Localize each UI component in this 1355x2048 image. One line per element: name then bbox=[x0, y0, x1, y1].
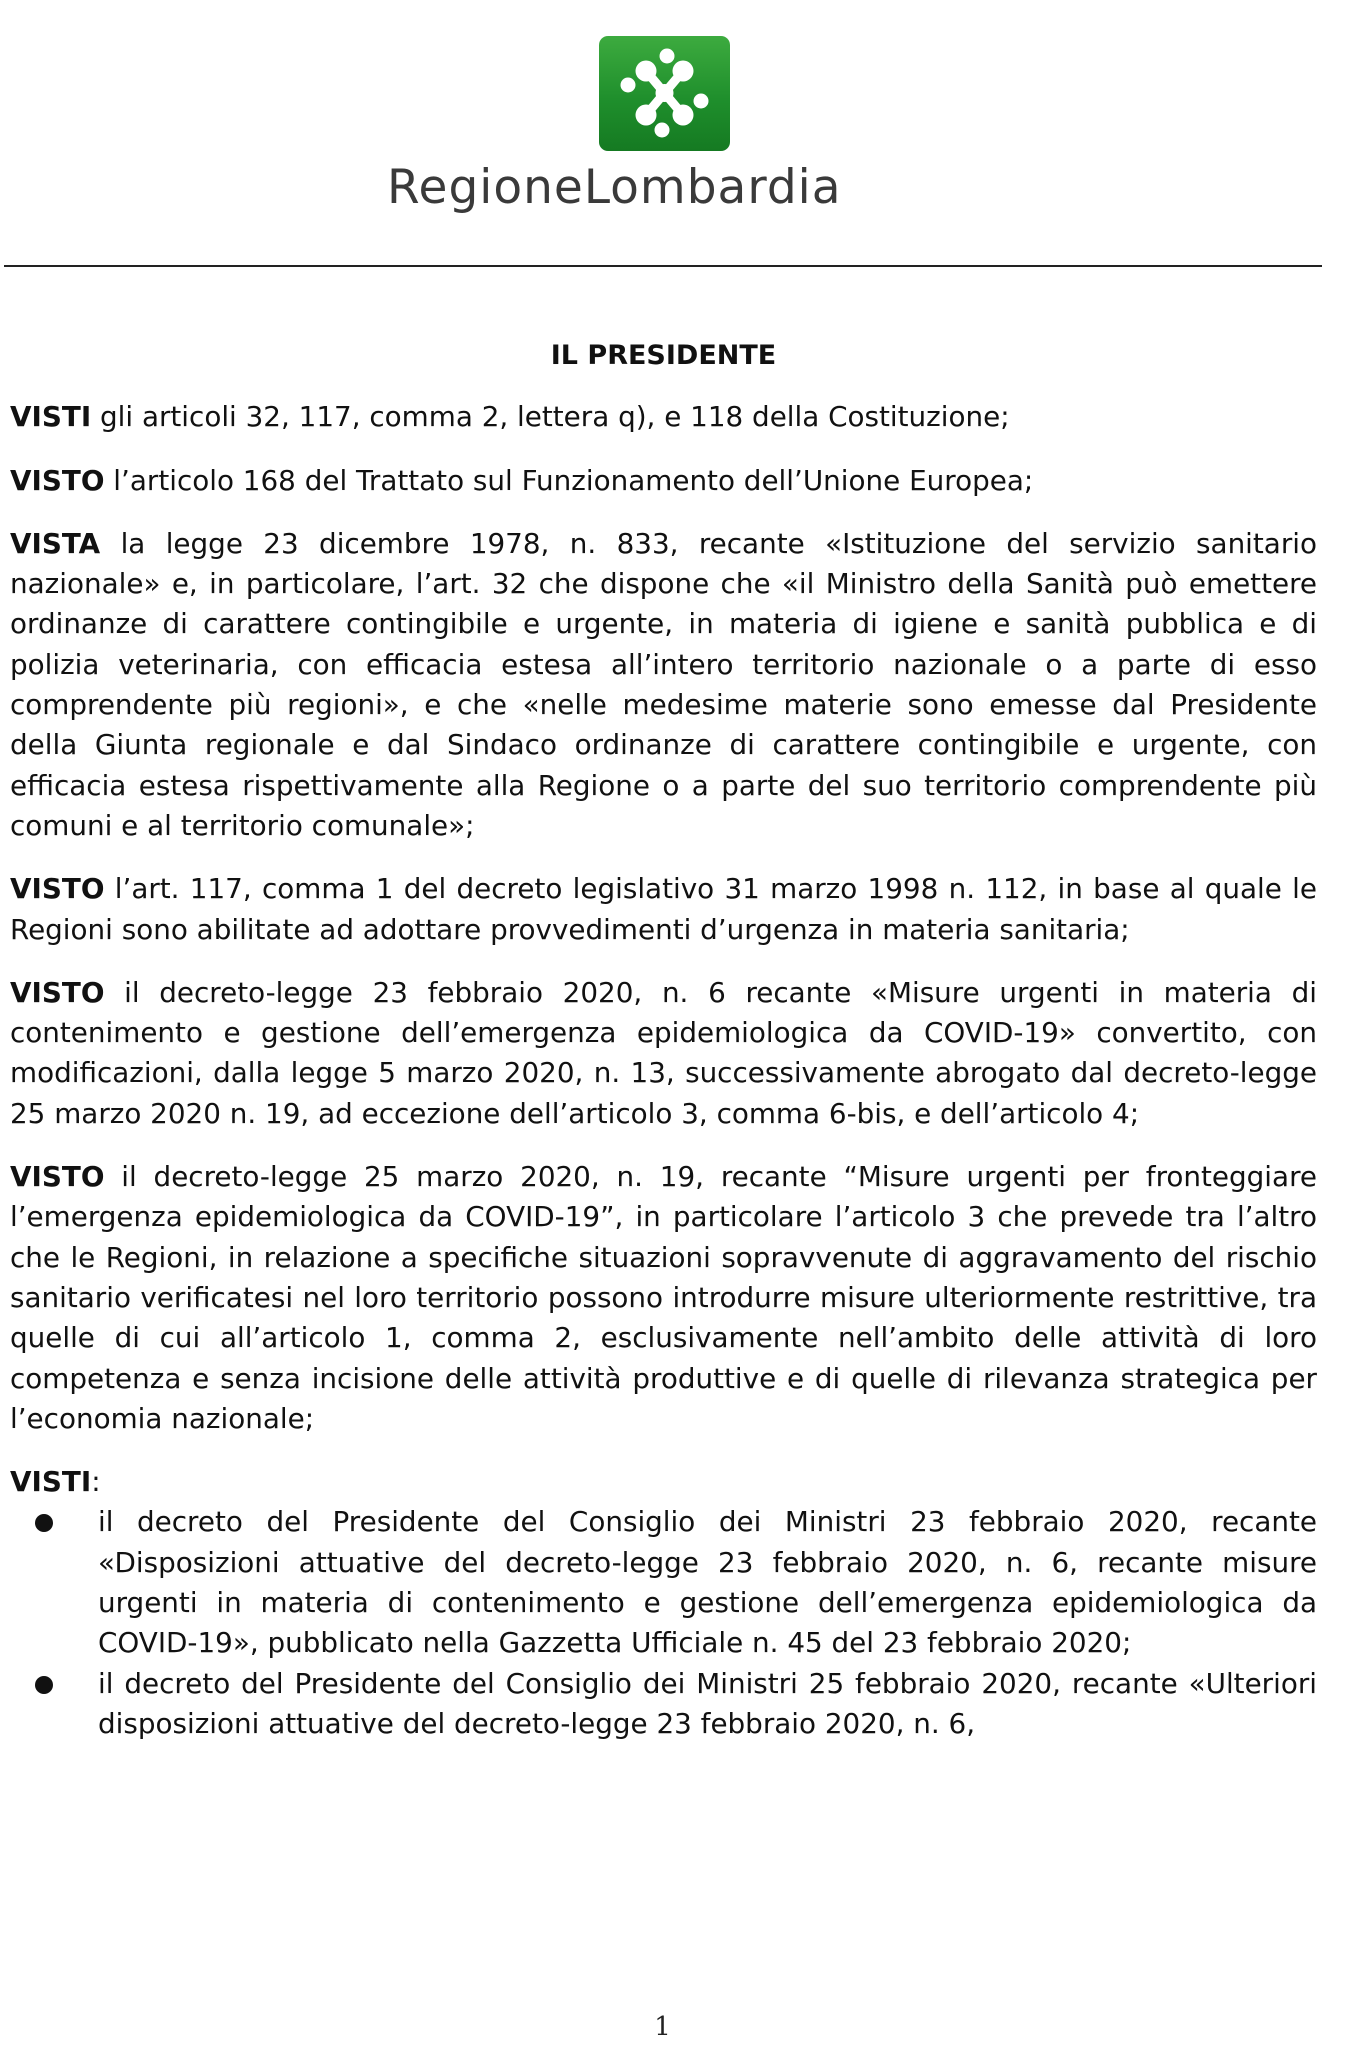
paragraph-visto-dlgs-112 bbox=[10, 869, 1317, 950]
decree-list bbox=[10, 1502, 1317, 1744]
paragraph-visti-costituzione bbox=[10, 397, 1317, 437]
paragraph-text: l’articolo 168 del Trattato sul Funzionamento dell’Unione Europea; bbox=[104, 463, 1034, 497]
list-item bbox=[10, 1502, 1317, 1663]
header-divider bbox=[4, 265, 1322, 267]
document-body bbox=[10, 336, 1317, 1744]
paragraph-text: il decreto-legge 23 febbraio 2020, n. 6 recante «Misure urgenti in materia di contenimento e gestione dell’emergenza epidemiologica da COVID-19» convertito, con modificazioni, dalla legge 5 marzo 2020, n. 13, successivamente abrogato dal decreto-legge 25 marzo 2020 n. 19, ad eccezione dell’articolo 3, comma 6-bis, e dell’articolo 4; bbox=[10, 975, 1317, 1130]
list-heading-visti bbox=[10, 1462, 1317, 1502]
rosa-camuna-icon bbox=[599, 36, 730, 151]
paragraph-text: l’art. 117, comma 1 del decreto legislativo 31 marzo 1998 n. 112, in base al quale le Regioni sono abilitate ad adottare provvedimenti d’urgenza in materia sanitaria; bbox=[10, 872, 1317, 946]
page-number: 1 bbox=[654, 2012, 671, 2042]
paragraph-visto-dl-19 bbox=[10, 1157, 1317, 1439]
paragraph-keyword: VISTO bbox=[10, 975, 105, 1009]
paragraph-keyword: VISTO bbox=[10, 463, 105, 497]
bullet-icon bbox=[35, 1676, 53, 1694]
paragraph-keyword: VISTI bbox=[10, 400, 92, 434]
paragraph-text: : bbox=[91, 1465, 101, 1499]
paragraph-keyword: VISTI bbox=[10, 1465, 92, 1499]
paragraph-text: gli articoli 32, 117, comma 2, lettera q), e 118 della Costituzione; bbox=[91, 400, 1010, 434]
paragraph-text: la legge 23 dicembre 1978, n. 833, recante «Istituzione del servizio sanitario nazionale» e, in particolare, l’art. 32 che dispone che «il Ministro della Sanità può emettere ordinanze di carattere contingibile e urgente, in materia di igiene e sanità pubblica e di polizia veterinaria, con efficacia estesa all’intero territorio nazionale o a parte di esso comprendente più regioni», e che «nelle medesime materie sono emesse dal Presidente della Giunta regionale e dal Sindaco ordinanze di carattere contingibile e urgente, con efficacia estesa rispettivamente alla Regione o a parte del suo territorio comprendente più comuni e al territorio comunale»; bbox=[10, 526, 1317, 842]
document-header bbox=[0, 0, 1355, 270]
bullet-icon bbox=[35, 1514, 53, 1532]
paragraph-keyword: VISTO bbox=[10, 872, 105, 906]
list-item-text: il decreto del Presidente del Consiglio dei Ministri 23 febbraio 2020, recante «Disposizioni attuative del decreto-legge 23 febbraio 2020, n. 6, recante misure urgenti in materia di contenimento e gestione dell’emergenza epidemiologica da COVID-19», pubblicato nella Gazzetta Ufficiale n. 45 del 23 febbraio 2020; bbox=[98, 1505, 1317, 1660]
regione-lombardia-logo-icon bbox=[599, 36, 730, 151]
paragraph-keyword: VISTA bbox=[10, 526, 101, 560]
list-item bbox=[10, 1664, 1317, 1745]
list-item-text: il decreto del Presidente del Consiglio dei Ministri 25 febbraio 2020, recante «Ulteriori disposizioni attuative del decreto-legge 23 febbraio 2020, n. 6, bbox=[98, 1666, 1317, 1740]
paragraph-visto-dl-6 bbox=[10, 973, 1317, 1134]
brand-wordmark: RegioneLombardia bbox=[387, 160, 842, 215]
paragraph-text: il decreto-legge 25 marzo 2020, n. 19, recante “Misure urgenti per fronteggiare l’emergenza epidemiologica da COVID-19”, in particolare l’articolo 3 che prevede tra l’altro che le Regioni, in relazione a specifiche situazioni sopravvenute di aggravamento del rischio sanitario verificatesi nel loro territorio possono introdurre misure ulteriormente restrittive, tra quelle di cui all’articolo 1, comma 2, esclusivamente nell’ambito delle attività di loro competenza e senza incisione delle attività produttive e di quelle di rilevanza strategica per l’economia nazionale; bbox=[10, 1160, 1317, 1435]
paragraph-keyword: VISTO bbox=[10, 1160, 105, 1194]
paragraph-vista-legge-833 bbox=[10, 524, 1317, 846]
paragraph-visto-trattato bbox=[10, 461, 1317, 501]
document-title: IL PRESIDENTE bbox=[550, 340, 777, 371]
